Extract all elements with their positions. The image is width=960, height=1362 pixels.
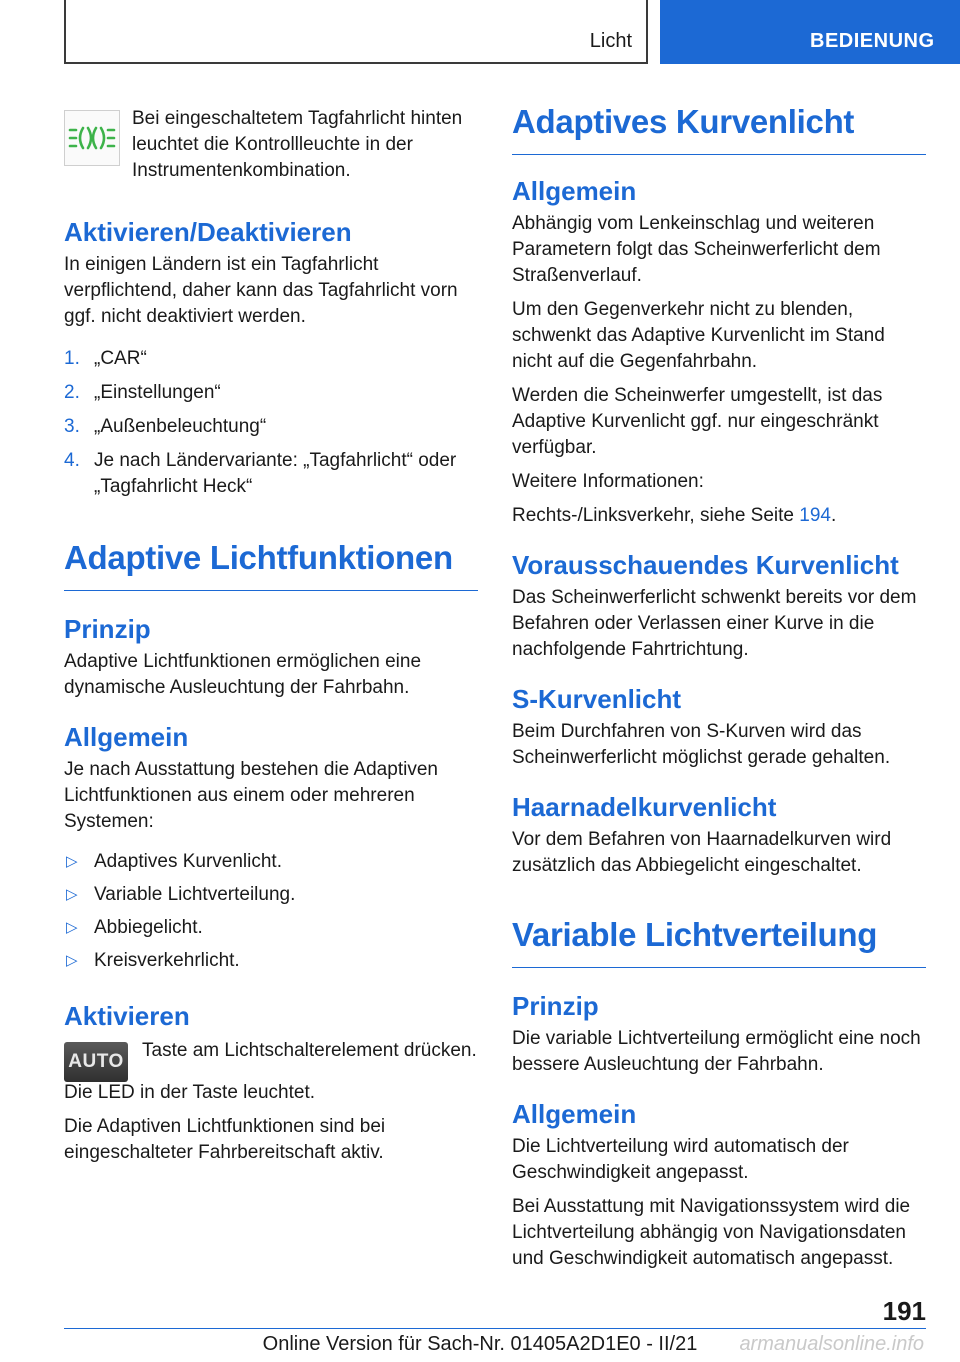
variable-p1: Die Lichtverteilung wird automatisch der Geschwindigkeit angepasst. [512, 1136, 849, 1183]
list-item: 2. „Einstellungen“ [64, 382, 221, 403]
section-title-adaptive-lichtfunktionen: Adaptive Lichtfunktionen [64, 538, 478, 591]
auto-button-note [64, 1038, 478, 1072]
intro-text: Bei eingeschaltetem Tagfahrlicht hinten leuchtet die Kontrollleuchte in der Instrumentenkombination. [132, 108, 463, 181]
prinzip-text: Adaptive Lichtfunktionen ermöglichen eine dynamische Ausleuchtung der Fahrbahn. [64, 651, 422, 698]
list-item: 1. „CAR“ [64, 348, 147, 369]
heading-allgemein: Allgemein [64, 722, 189, 752]
systems-bullet-list [64, 849, 478, 974]
kurvenlicht-p4: Weitere Informationen: [512, 471, 704, 492]
heading-vorausschauendes-kurvenlicht: Vorausschauendes Kurvenlicht [512, 550, 899, 580]
bullet-triangle-icon: ▷ [66, 952, 78, 969]
heading-allgemein: Allgemein [512, 176, 637, 206]
heading-prinzip: Prinzip [64, 614, 151, 644]
variable-p2: Bei Ausstattung mit Navigationssystem wird die Lichtverteilung abhängig von Navigationsdaten und Geschwindigkeit automatisch angepasst. [512, 1196, 911, 1269]
heading-allgemein: Allgemein [512, 1099, 637, 1129]
heading-haarnadelkurvenlicht: Haarnadelkurvenlicht [512, 792, 777, 822]
page-reference-link[interactable]: 194 [799, 505, 831, 526]
kurvenlicht-p2: Um den Gegenverkehr nicht zu blenden, schwenkt das Adaptive Kurvenlicht im Stand nicht auf die Gegenfahrbahn. [512, 299, 885, 372]
heading-prinzip: Prinzip [512, 991, 599, 1021]
settings-steps-list [64, 346, 478, 500]
aktivieren-deaktivieren-text: In einigen Ländern ist ein Tagfahrlicht verpflichtend, daher kann das Tagfahrlicht vorn ggf. nicht deaktiviert werden. [64, 254, 458, 327]
haarnadel-text: Vor dem Befahren von Haarnadelkurven wird zusätzlich das Abbiegelicht eingeschaltet. [512, 829, 892, 876]
intro-note [64, 106, 478, 184]
kurvenlicht-p5: Rechts-/Linksverkehr, siehe Seite 194. [512, 505, 837, 526]
section-title-variable-lichtverteilung: Variable Lichtverteilung [512, 915, 926, 968]
section-title-adaptives-kurvenlicht: Adaptives Kurvenlicht [512, 102, 926, 155]
aktiv-text: Die Adaptiven Lichtfunktionen sind bei eingeschalteter Fahrbereitschaft aktiv. [64, 1116, 386, 1163]
right-column [512, 102, 926, 1272]
heading-aktivieren: Aktivieren [64, 1001, 190, 1031]
page-number: 191 [882, 1296, 926, 1326]
list-item: ▷ Abbiegelicht. [64, 915, 478, 941]
left-column [64, 106, 478, 1166]
led-text: Die LED in der Taste leuchtet. [64, 1082, 316, 1103]
kurvenlicht-p1: Abhängig vom Lenkeinschlag und weiteren Parametern folgt das Scheinwerferlicht dem Straßenverlauf. [512, 213, 881, 286]
variable-prinzip-text: Die variable Lichtverteilung ermöglicht eine noch bessere Ausleuchtung der Fahrbahn. [512, 1028, 921, 1075]
header-section-title: Licht [589, 30, 632, 52]
bullet-triangle-icon: ▷ [66, 886, 78, 903]
vorausschauend-text: Das Scheinwerferlicht schwenkt bereits vor dem Befahren oder Verlassen einer Kurve in die nachfolgende Fahrtrichtung. [512, 587, 917, 660]
header-section-box [64, 0, 648, 64]
heading-s-kurvenlicht: S-Kurvenlicht [512, 684, 682, 714]
kurvenlicht-p3: Werden die Scheinwerfer umgestellt, ist das Adaptive Kurvenlicht ggf. nur eingeschränkt verfügbar. [512, 385, 883, 458]
s-kurvenlicht-text: Beim Durchfahren von S-Kurven wird das Scheinwerferlicht möglichst gerade gehalten. [512, 721, 891, 768]
list-item: ▷ Kreisverkehrlicht. [64, 948, 478, 974]
aktivieren-text: Taste am Lichtschalterelement drücken. [142, 1040, 477, 1061]
online-version-text: Online Version für Sach-Nr. 01405A2D1E0 - II/21 [262, 1333, 698, 1355]
auto-button-icon: AUTO [64, 1042, 128, 1082]
daytime-running-light-indicator-icon [64, 110, 128, 171]
bullet-triangle-icon: ▷ [66, 919, 78, 936]
watermark: armanualsonline.info [739, 1333, 924, 1355]
bullet-triangle-icon: ▷ [66, 853, 78, 870]
footer-rule [64, 1328, 926, 1329]
list-item: ▷ Adaptives Kurvenlicht. [64, 849, 478, 875]
header-chapter-tab[interactable]: BEDIENUNG [660, 0, 960, 64]
heading-aktivieren-deaktivieren: Aktivieren/Deaktivieren [64, 217, 352, 247]
list-item: 3. „Außenbeleuchtung“ [64, 416, 267, 437]
list-item: ▷ Variable Lichtverteilung. [64, 882, 478, 908]
allgemein-text: Je nach Ausstattung bestehen die Adaptiven Lichtfunktionen aus einem oder mehreren Systemen: [64, 759, 438, 832]
list-item: 4. Je nach Ländervariante: „Tagfahrlicht“ oder „Tagfahrlicht Heck“ [64, 450, 457, 497]
